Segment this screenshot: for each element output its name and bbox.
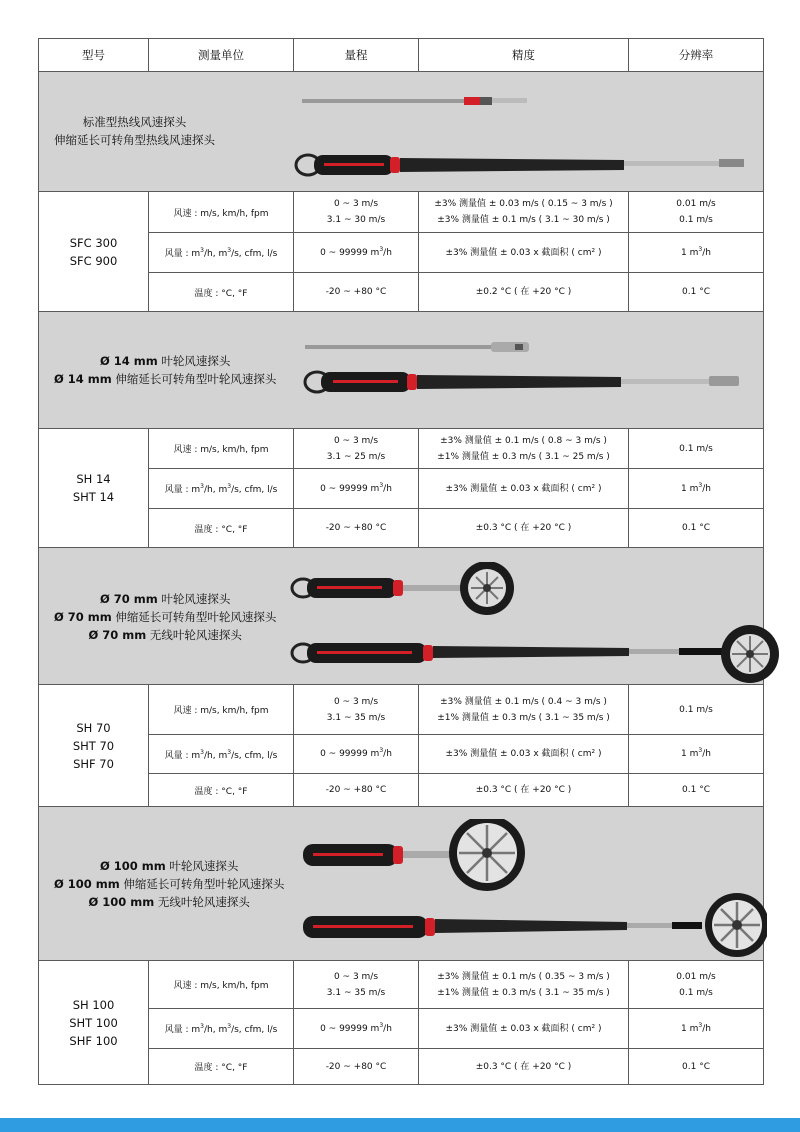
product-description — [54, 352, 276, 388]
unit-cell: 风速 : m/s, km/h, fpm — [149, 961, 294, 1009]
product-band-cell — [39, 807, 764, 961]
accuracy-cell: ±0.3 °C ( 在 +20 °C ) — [419, 1049, 629, 1085]
unit-cell: 风量 : $m^3/h$, $m^3/s$, cfm, l/s — [149, 1009, 294, 1049]
description-line: 标准型热线风速探头 — [82, 115, 187, 129]
product-band — [39, 807, 764, 961]
hotwire-probe-image — [294, 92, 754, 192]
table-row — [39, 685, 764, 735]
unit-cell: 风速 : m/s, km/h, fpm — [149, 429, 294, 469]
resolution-cell: 0.1 m/s — [629, 429, 764, 469]
resolution-cell: 0.01 m/s 0.1 m/s — [629, 961, 764, 1009]
product-band-cell — [39, 548, 764, 685]
header-resolution: 分辨率 — [629, 39, 764, 72]
accuracy-cell: ±3% 测量值 ± 0.03 x 截面积 ( cm² ) — [419, 1009, 629, 1049]
product-band — [39, 312, 764, 429]
range-cell: 0 ~ 99999 $m^3/h$ — [294, 233, 419, 273]
header-accuracy: 精度 — [419, 39, 629, 72]
accuracy-cell: ±3% 测量值 ± 0.03 x 截面积 ( cm² ) — [419, 233, 629, 273]
resolution-cell: 0.1 m/s — [629, 685, 764, 735]
model-names: SH 14 SHT 14 — [39, 429, 149, 548]
description-line: Ø 14 mm 伸缩延长可转角型叶轮风速探头 — [54, 372, 277, 386]
unit-cell: 风量 : $m^3/h$, $m^3/s$, cfm, l/s — [149, 469, 294, 509]
description-line: Ø 14 mm 叶轮风速探头 — [100, 354, 231, 368]
accuracy-cell: ±0.2 °C ( 在 +20 °C ) — [419, 273, 629, 312]
resolution-cell: 1 $m^3/h$ — [629, 735, 764, 774]
product-description — [54, 857, 284, 911]
header-unit: 测量单位 — [149, 39, 294, 72]
accuracy-cell: ±3% 测量值 ± 0.03 m/s ( 0.15 ~ 3 m/s ) ±3% 测量值 ± 0.1 m/s ( 3.1 ~ 30 m/s ) — [419, 192, 629, 233]
unit-cell: 温度 : °C, °F — [149, 509, 294, 548]
resolution-cell: 0.1 °C — [629, 1049, 764, 1085]
range-cell: 0 ~ 3 m/s 3.1 ~ 35 m/s — [294, 685, 419, 735]
description-line: Ø 100 mm 无线叶轮风速探头 — [88, 895, 250, 909]
unit-cell: 风速 : m/s, km/h, fpm — [149, 685, 294, 735]
header-range: 量程 — [294, 39, 419, 72]
footer-bar — [0, 1118, 800, 1132]
resolution-cell: 1 $m^3/h$ — [629, 1009, 764, 1049]
unit-cell: 温度 : °C, °F — [149, 1049, 294, 1085]
vane70-probe-image — [289, 562, 749, 682]
accuracy-cell: ±3% 测量值 ± 0.1 m/s ( 0.35 ~ 3 m/s ) ±1% 测量值 ± 0.3 m/s ( 3.1 ~ 35 m/s ) — [419, 961, 629, 1009]
description-line: Ø 100 mm 叶轮风速探头 — [100, 859, 239, 873]
description-line: Ø 100 mm 伸缩延长可转角型叶轮风速探头 — [54, 877, 285, 891]
header-model: 型号 — [39, 39, 149, 72]
range-cell: -20 ~ +80 °C — [294, 774, 419, 807]
resolution-cell: 0.1 °C — [629, 774, 764, 807]
accuracy-cell: ±3% 测量值 ± 0.03 x 截面积 ( cm² ) — [419, 469, 629, 509]
description-line: Ø 70 mm 叶轮风速探头 — [100, 592, 231, 606]
spec-table — [38, 38, 764, 1085]
resolution-cell: 0.1 °C — [629, 509, 764, 548]
model-names: SH 70 SHT 70 SHF 70 — [39, 685, 149, 807]
vane100-probe-image — [297, 819, 767, 959]
unit-cell: 风量 : $m^3/h$, $m^3/s$, cfm, l/s — [149, 735, 294, 774]
resolution-cell: 1 $m^3/h$ — [629, 233, 764, 273]
product-description — [54, 113, 215, 149]
range-cell: 0 ~ 3 m/s 3.1 ~ 25 m/s — [294, 429, 419, 469]
range-cell: -20 ~ +80 °C — [294, 509, 419, 548]
range-cell: -20 ~ +80 °C — [294, 273, 419, 312]
table-row — [39, 429, 764, 469]
description-line: 伸缩延长可转角型热线风速探头 — [54, 133, 215, 147]
accuracy-cell: ±3% 测量值 ± 0.1 m/s ( 0.8 ~ 3 m/s ) ±1% 测量值 ± 0.3 m/s ( 3.1 ~ 25 m/s ) — [419, 429, 629, 469]
unit-cell: 温度 : °C, °F — [149, 774, 294, 807]
description-line: Ø 70 mm 无线叶轮风速探头 — [88, 628, 242, 642]
range-cell: 0 ~ 99999 $m^3/h$ — [294, 1009, 419, 1049]
range-cell: 0 ~ 99999 $m^3/h$ — [294, 735, 419, 774]
product-band — [39, 72, 764, 192]
resolution-cell: 1 $m^3/h$ — [629, 469, 764, 509]
product-band — [39, 548, 764, 685]
vane70-head-image — [719, 623, 781, 685]
product-band-cell — [39, 312, 764, 429]
accuracy-cell: ±0.3 °C ( 在 +20 °C ) — [419, 774, 629, 807]
unit-cell: 风速 : m/s, km/h, fpm — [149, 192, 294, 233]
accuracy-cell: ±0.3 °C ( 在 +20 °C ) — [419, 509, 629, 548]
product-description — [54, 590, 276, 644]
unit-cell: 温度 : °C, °F — [149, 273, 294, 312]
resolution-cell: 0.01 m/s 0.1 m/s — [629, 192, 764, 233]
range-cell: 0 ~ 99999 $m^3/h$ — [294, 469, 419, 509]
accuracy-cell: ±3% 测量值 ± 0.03 x 截面积 ( cm² ) — [419, 735, 629, 774]
header-row — [39, 39, 764, 72]
vane14-probe-image — [301, 340, 751, 400]
product-band-cell — [39, 72, 764, 192]
range-cell: -20 ~ +80 °C — [294, 1049, 419, 1085]
table-row — [39, 961, 764, 1009]
table-row — [39, 192, 764, 233]
range-cell: 0 ~ 3 m/s 3.1 ~ 30 m/s — [294, 192, 419, 233]
accuracy-cell: ±3% 测量值 ± 0.1 m/s ( 0.4 ~ 3 m/s ) ±1% 测量值 ± 0.3 m/s ( 3.1 ~ 35 m/s ) — [419, 685, 629, 735]
description-line: Ø 70 mm 伸缩延长可转角型叶轮风速探头 — [54, 610, 277, 624]
resolution-cell: 0.1 °C — [629, 273, 764, 312]
range-cell: 0 ~ 3 m/s 3.1 ~ 35 m/s — [294, 961, 419, 1009]
unit-cell: 风量 : $m^3/h$, $m^3/s$, cfm, l/s — [149, 233, 294, 273]
model-names: SFC 300 SFC 900 — [39, 192, 149, 312]
model-names: SH 100 SHT 100 SHF 100 — [39, 961, 149, 1085]
